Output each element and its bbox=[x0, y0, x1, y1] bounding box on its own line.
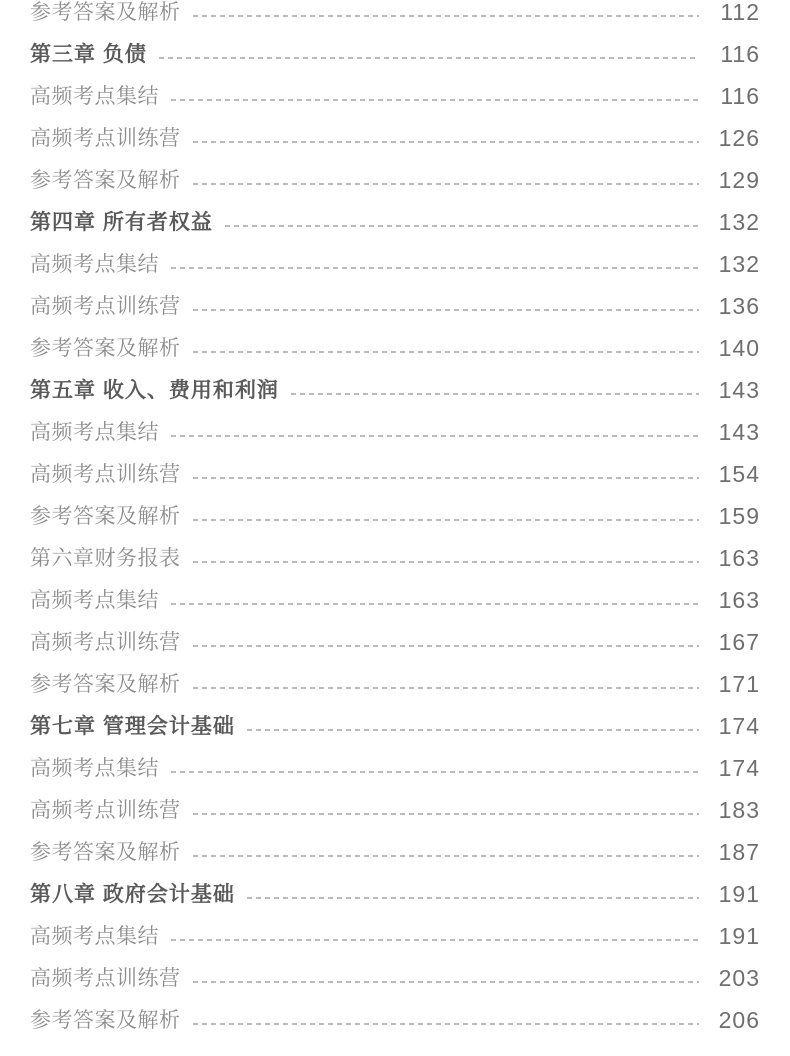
page-number: 140 bbox=[718, 334, 760, 361]
toc-section-row bbox=[30, 789, 760, 831]
page-number: 163 bbox=[718, 544, 760, 571]
toc-section-row bbox=[30, 159, 760, 201]
dotted-leader bbox=[247, 897, 699, 899]
toc-entry-label: 高频考点训练营 bbox=[30, 798, 181, 822]
page-number: 171 bbox=[718, 670, 760, 697]
toc-entry-label: 参考答案及解析 bbox=[30, 504, 181, 528]
page-number: 132 bbox=[718, 208, 760, 235]
dotted-leader bbox=[171, 603, 699, 605]
toc-section-row bbox=[30, 75, 760, 117]
toc-entry-label: 第六章财务报表 bbox=[30, 546, 181, 570]
toc-entry-label: 高频考点训练营 bbox=[30, 294, 181, 318]
toc-section-row bbox=[30, 831, 760, 873]
page-number: 126 bbox=[718, 124, 760, 151]
toc-section-row bbox=[30, 621, 760, 663]
toc-section-row bbox=[30, 747, 760, 789]
dotted-leader bbox=[193, 645, 700, 647]
toc-entry-label: 高频考点集结 bbox=[30, 84, 159, 108]
page-number: 174 bbox=[718, 754, 760, 781]
dotted-leader bbox=[291, 393, 699, 395]
dotted-leader bbox=[193, 519, 700, 521]
page-number: 183 bbox=[718, 796, 760, 823]
toc-section-row bbox=[30, 957, 760, 999]
dotted-leader bbox=[193, 687, 700, 689]
toc-chapter-row bbox=[30, 873, 760, 915]
page-number: 203 bbox=[718, 964, 760, 991]
toc-section-row bbox=[30, 663, 760, 705]
toc-section-row bbox=[30, 453, 760, 495]
dotted-leader bbox=[225, 225, 699, 227]
toc-entry-label: 高频考点训练营 bbox=[30, 630, 181, 654]
toc-section-row bbox=[30, 0, 760, 33]
toc-section-row bbox=[30, 411, 760, 453]
page-number: 187 bbox=[718, 838, 760, 865]
toc-entry-label: 高频考点训练营 bbox=[30, 966, 181, 990]
page-number: 167 bbox=[718, 628, 760, 655]
toc-section-row bbox=[30, 285, 760, 327]
toc-entry-label: 第四章 所有者权益 bbox=[30, 210, 213, 234]
toc-entry-label: 高频考点集结 bbox=[30, 588, 159, 612]
dotted-leader bbox=[171, 435, 699, 437]
dotted-leader bbox=[171, 267, 699, 269]
toc-chapter-row bbox=[30, 33, 760, 75]
page-number: 206 bbox=[718, 1006, 760, 1033]
toc-entry-label: 第五章 收入、费用和利润 bbox=[30, 378, 279, 402]
toc-section-row bbox=[30, 243, 760, 285]
page-number: 143 bbox=[718, 376, 760, 403]
toc-entry-label: 参考答案及解析 bbox=[30, 336, 181, 360]
dotted-leader bbox=[159, 57, 699, 59]
dotted-leader bbox=[193, 183, 700, 185]
page-number: 112 bbox=[720, 0, 760, 25]
page-number: 191 bbox=[718, 880, 760, 907]
dotted-leader bbox=[193, 309, 700, 311]
toc-entry-label: 第七章 管理会计基础 bbox=[30, 714, 235, 738]
page-number: 136 bbox=[718, 292, 760, 319]
page-number: 154 bbox=[718, 460, 760, 487]
page-number: 159 bbox=[718, 502, 760, 529]
toc-entry-label: 高频考点集结 bbox=[30, 924, 159, 948]
page-number: 116 bbox=[720, 82, 760, 109]
toc-entry-label: 第三章 负债 bbox=[30, 42, 147, 66]
toc-entry-label: 参考答案及解析 bbox=[30, 0, 181, 24]
toc-section-row bbox=[30, 999, 760, 1041]
page-number: 191 bbox=[718, 922, 760, 949]
toc-entry-label: 高频考点集结 bbox=[30, 252, 159, 276]
toc-chapter-row bbox=[30, 705, 760, 747]
toc-entry-label: 高频考点集结 bbox=[30, 756, 159, 780]
page-number: 116 bbox=[720, 40, 760, 67]
dotted-leader bbox=[193, 351, 700, 353]
dotted-leader bbox=[193, 477, 700, 479]
toc-section-row bbox=[30, 915, 760, 957]
dotted-leader bbox=[193, 141, 700, 143]
toc-entry-label: 高频考点集结 bbox=[30, 420, 159, 444]
dotted-leader bbox=[193, 855, 700, 857]
page-number: 132 bbox=[718, 250, 760, 277]
toc-chapter-row bbox=[30, 201, 760, 243]
toc-section-row bbox=[30, 495, 760, 537]
page-number: 174 bbox=[718, 712, 760, 739]
page-number: 129 bbox=[718, 166, 760, 193]
dotted-leader bbox=[193, 1023, 700, 1025]
page-number: 163 bbox=[718, 586, 760, 613]
dotted-leader bbox=[193, 15, 700, 17]
toc-chapter-row bbox=[30, 537, 760, 579]
toc-section-row bbox=[30, 327, 760, 369]
dotted-leader bbox=[171, 939, 699, 941]
dotted-leader bbox=[171, 99, 699, 101]
page-number: 143 bbox=[718, 418, 760, 445]
toc-entry-label: 高频考点训练营 bbox=[30, 462, 181, 486]
dotted-leader bbox=[193, 981, 700, 983]
toc-entry-label: 参考答案及解析 bbox=[30, 672, 181, 696]
toc-entry-label: 第八章 政府会计基础 bbox=[30, 882, 235, 906]
toc-section-row bbox=[30, 579, 760, 621]
toc-entry-label: 参考答案及解析 bbox=[30, 1008, 181, 1032]
dotted-leader bbox=[193, 813, 700, 815]
dotted-leader bbox=[171, 771, 699, 773]
toc-entry-label: 高频考点训练营 bbox=[30, 126, 181, 150]
toc-entry-label: 参考答案及解析 bbox=[30, 168, 181, 192]
toc-chapter-row bbox=[30, 369, 760, 411]
toc-entry-label: 参考答案及解析 bbox=[30, 840, 181, 864]
dotted-leader bbox=[193, 561, 700, 563]
toc-section-row bbox=[30, 117, 760, 159]
dotted-leader bbox=[247, 729, 699, 731]
